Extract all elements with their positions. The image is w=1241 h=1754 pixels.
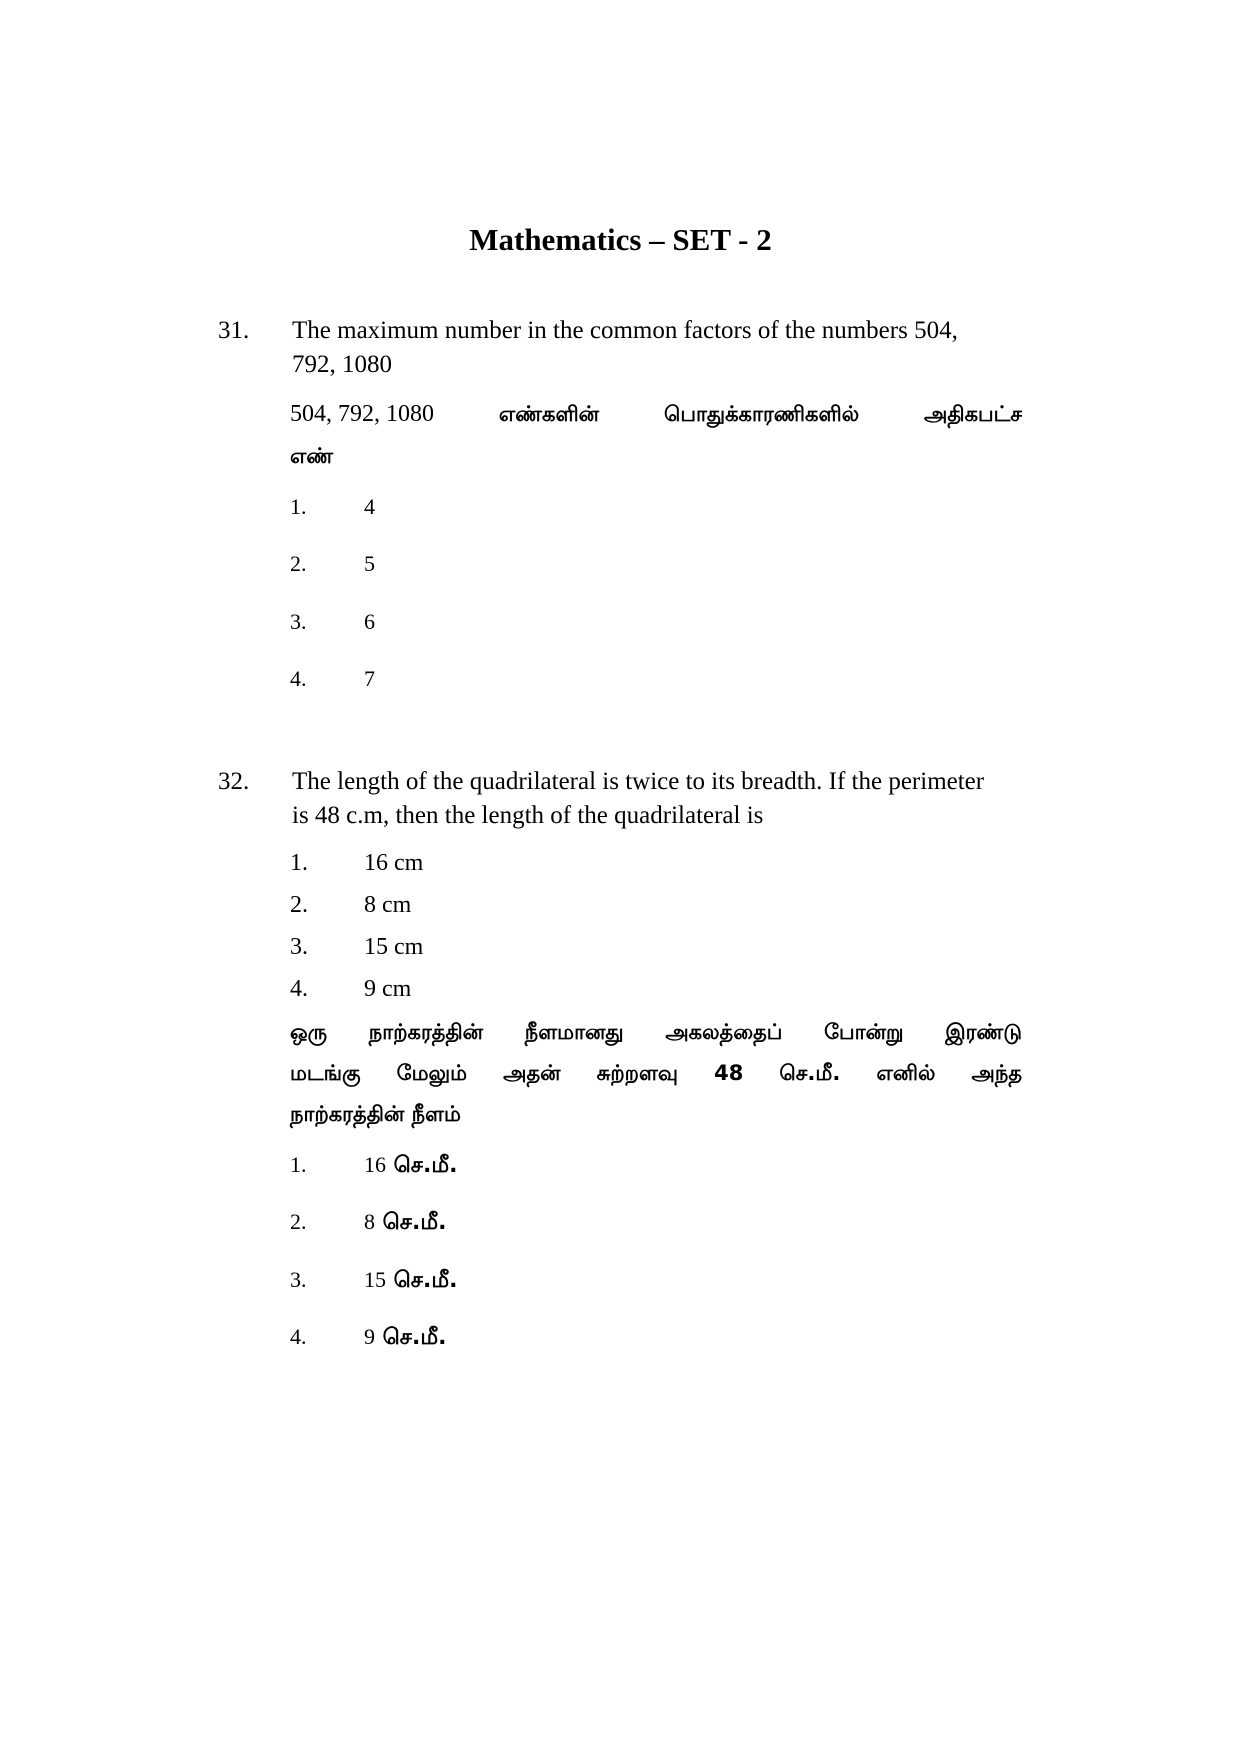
question-number: 32. <box>218 768 250 795</box>
option-number: 2. <box>290 551 307 576</box>
option-value: 8 cm <box>364 892 412 918</box>
option-number: 4. <box>290 976 308 1002</box>
option-value: 4 <box>364 494 375 519</box>
option-number: 3. <box>290 1267 307 1292</box>
option-number: 4. <box>290 1324 307 1349</box>
option-value <box>364 1207 446 1238</box>
option-amount: 16 <box>364 1152 386 1177</box>
option-unit: செ.மீ. <box>382 1325 447 1350</box>
question-text-tamil-line2: மடங்கு மேலும் அதன் சுற்றளவு 48 செ.மீ. எனில் அந்த <box>290 1061 1022 1085</box>
option-value: 15 cm <box>364 934 424 960</box>
option-number: 1. <box>290 1152 307 1177</box>
question-text-tamil-line1 <box>290 394 1022 435</box>
option-unit: செ.மீ. <box>393 1268 458 1293</box>
option-value: 7 <box>364 666 375 691</box>
question-text-tamil-line1: ஒரு நாற்கரத்தின் நீளமானது அகலத்தைப் போன்று இரண்டு <box>290 1020 1022 1044</box>
question-text-tamil-line3: நாற்கரத்தின் நீளம் <box>290 1102 461 1126</box>
option-number: 1. <box>290 494 307 519</box>
option-number: 4. <box>290 666 307 691</box>
question-text-english-line1: The maximum number in the common factors of the numbers 504, <box>292 317 958 344</box>
tamil-word: அதிகபட்ச <box>924 402 1022 426</box>
option-value: 6 <box>364 609 375 634</box>
question-text-tamil-line2: எண் <box>290 444 334 468</box>
option-amount: 15 <box>364 1267 386 1292</box>
option-value: 5 <box>364 551 375 576</box>
option-amount: 9 <box>364 1324 375 1349</box>
option-value: 9 cm <box>364 976 412 1002</box>
option-number: 3. <box>290 934 308 960</box>
question-text-english-line2: 792, 1080 <box>292 351 392 378</box>
option-value <box>364 1150 457 1181</box>
option-unit: செ.மீ. <box>382 1210 447 1235</box>
page-title: Mathematics – SET - 2 <box>469 222 772 257</box>
option-value <box>364 1265 457 1296</box>
question-text-english-line2: is 48 c.m, then the length of the quadrilateral is <box>292 802 764 829</box>
option-number: 3. <box>290 609 307 634</box>
option-unit: செ.மீ. <box>393 1153 458 1178</box>
option-number: 1. <box>290 850 308 876</box>
option-number: 2. <box>290 892 308 918</box>
question-number: 31. <box>218 317 250 344</box>
option-amount: 8 <box>364 1209 375 1234</box>
question-text-english-line1: The length of the quadrilateral is twice to its breadth. If the perimeter <box>292 768 985 795</box>
tamil-word: எண்களின் <box>498 402 600 426</box>
tamil-word: பொதுக்காரணிகளில் <box>663 402 860 426</box>
option-value <box>364 1322 446 1353</box>
option-value: 16 cm <box>364 850 424 876</box>
tamil-numbers: 504, 792, 1080 <box>290 401 434 427</box>
option-number: 2. <box>290 1209 307 1234</box>
